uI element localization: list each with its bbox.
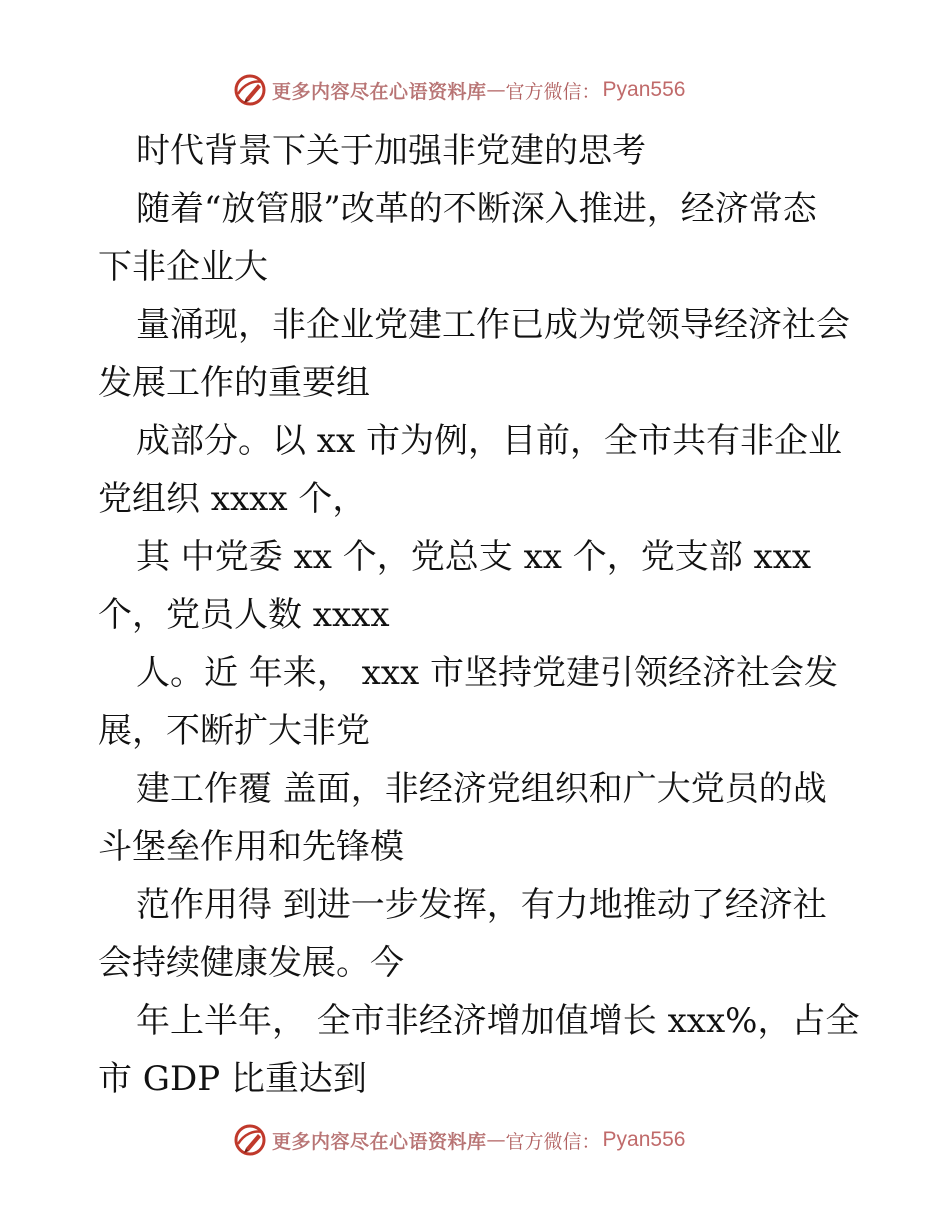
paragraph-line: 其 中党委 xx 个，党总支 xx 个，党支部 xxx	[136, 537, 812, 577]
paragraph-line: 随着“放管服”改革的不断深入推进，经济常态	[136, 189, 817, 229]
paragraph-line: 斗堡垒作用和先锋模	[98, 827, 404, 867]
pen-logo-icon	[232, 72, 268, 108]
document-body	[98, 122, 858, 1108]
paragraph-line: 个，党员人数 xxxx	[98, 595, 390, 635]
wechat-id: Pyan556	[602, 78, 686, 101]
pen-logo-icon	[232, 1122, 268, 1158]
library-link[interactable]: 更多内容尽在心语资料库	[272, 1130, 487, 1153]
paragraph-line: 年上半年， 全市非经济增加值增长 xxx%，占全	[136, 1001, 860, 1041]
wechat-id: Pyan556	[602, 1128, 686, 1151]
paragraph-line: 范作用得 到进一步发挥，有力地推动了经济社	[136, 885, 827, 925]
paragraph-line: 展，不断扩大非党	[98, 711, 370, 751]
paragraph-line: 建工作覆 盖面，非经济党组织和广大党员的战	[136, 769, 827, 809]
header-banner	[232, 70, 685, 110]
paragraph-line: 量涌现，非企业党建工作已成为党领导经济社会	[136, 305, 850, 345]
banner-dash: —	[486, 79, 506, 101]
footer-banner	[232, 1120, 685, 1160]
document-title: 时代背景下关于加强非党建的思考	[136, 131, 646, 171]
paragraph-line: 下非企业大	[98, 247, 268, 287]
paragraph-line: 会持续健康发展。今	[98, 943, 404, 983]
paragraph-line: 党组织 xxxx 个，	[98, 479, 367, 519]
wechat-label: 官方微信：	[505, 1130, 601, 1153]
library-link[interactable]: 更多内容尽在心语资料库	[272, 80, 487, 103]
paragraph-line: 人。近 年来， xxx 市坚持党建引领经济社会发	[136, 653, 838, 693]
paragraph-line: 成部分。以 xx 市为例，目前，全市共有非企业	[136, 421, 842, 461]
paragraph-line: 市 GDP 比重达到	[98, 1059, 367, 1099]
paragraph-line: 发展工作的重要组	[98, 363, 370, 403]
wechat-label: 官方微信：	[505, 80, 601, 103]
banner-dash: —	[486, 1129, 506, 1151]
